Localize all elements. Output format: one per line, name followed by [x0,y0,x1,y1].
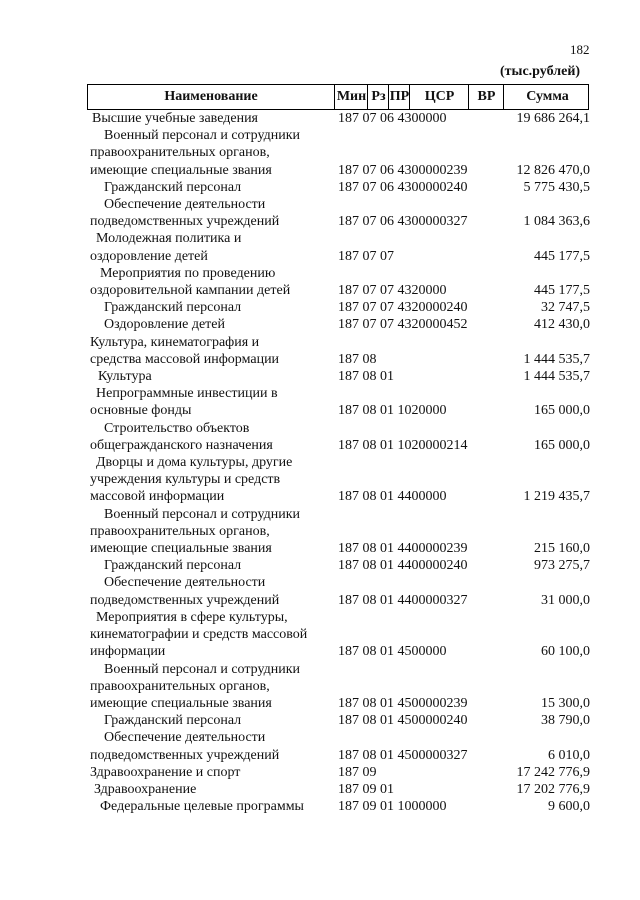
row-code: 187 09 01 [338,781,394,797]
row-code: 187 09 01 1000000 [338,799,447,815]
row-sum: 31 000,0 [541,592,590,608]
row-name-line: Федеральные целевые программы [100,799,304,815]
row-name-line: Культура [98,369,152,385]
row-name-line: Мероприятия по проведению [100,265,276,281]
table-row [0,764,640,781]
row-sum: 165 000,0 [534,437,590,453]
row-name-line: Непрограммные инвестиции в [96,386,278,402]
row-name [90,179,340,196]
row-name [90,764,340,781]
row-code: 187 07 06 4300000239 [338,162,468,178]
row-sum: 215 160,0 [534,541,590,557]
row-code: 187 08 01 4500000240 [338,713,468,729]
row-name [90,316,340,333]
row-code: 187 08 01 4400000240 [338,558,468,574]
row-name-line: Мероприятия в сфере культуры, [96,609,288,625]
table-row [0,557,640,574]
row-name [90,609,340,661]
row-name [90,299,340,316]
row-name [90,661,340,713]
row-name [90,368,340,385]
row-sum: 445 177,5 [534,248,590,264]
row-name-line: Строительство объектов [104,420,250,436]
row-sum: 973 275,7 [534,558,590,574]
table-row [0,334,640,368]
row-name [90,127,340,179]
row-code: 187 08 [338,351,377,367]
table-row [0,230,640,264]
row-sum: 17 242 776,9 [516,764,590,780]
table-row [0,798,640,815]
header-rz: Рз [367,85,389,109]
row-name-line: Обеспечение деятельности [104,197,266,213]
row-name [90,574,340,608]
header-name: Наименование [164,89,258,104]
row-name-line: учреждения культуры и средств [90,472,281,488]
row-name-line: правоохранительных органов, [90,145,270,161]
row-name-line: имеющие специальные звания [90,695,272,711]
row-name-line: оздоровительной кампании детей [90,283,291,299]
row-code: 187 08 01 4400000327 [338,592,468,608]
table-row [0,574,640,608]
row-name-line: Гражданский персонал [104,179,242,195]
row-sum: 15 300,0 [541,695,590,711]
row-code: 187 07 06 4300000240 [338,179,468,195]
row-sum: 1 084 363,6 [523,214,590,230]
row-name-line: правоохранительных органов, [90,523,270,539]
row-name [90,110,340,127]
table-row [0,661,640,713]
row-sum: 412 430,0 [534,317,590,333]
row-code: 187 08 01 1020000 [338,403,447,419]
table-row [0,368,640,385]
row-name [90,230,340,264]
row-name [90,557,340,574]
row-code: 187 07 06 4300000 [338,111,447,126]
row-name-line: подведомственных учреждений [90,214,280,230]
header-sum: Сумма [503,85,591,109]
table-row [0,506,640,558]
row-name-line: Молодежная политика и [96,231,242,247]
row-name [90,334,340,368]
table-row [0,316,640,333]
row-sum: 5 775 430,5 [523,179,590,195]
row-name-line: Гражданский персонал [104,558,242,574]
row-sum: 60 100,0 [541,644,590,660]
page-number: 182 [570,42,590,57]
row-name-line: Военный персонал и сотрудники [104,128,300,144]
header-csr: ЦСР [409,85,469,109]
table-row [0,712,640,729]
table-row [0,385,640,419]
row-name-line: имеющие специальные звания [90,162,272,178]
row-name [90,781,340,798]
row-sum: 17 202 776,9 [516,781,590,797]
row-code: 187 07 07 4320000240 [338,300,468,316]
row-name [90,265,340,299]
row-code: 187 08 01 4500000327 [338,747,468,763]
table-header [87,84,589,110]
row-name [90,798,340,815]
row-code: 187 08 01 1020000214 [338,437,468,453]
row-name [90,729,340,763]
header-min: Мин [334,85,368,109]
row-name-line: Военный персонал и сотрудники [104,661,300,677]
table-row [0,127,640,179]
table-row [0,179,640,196]
row-sum: 165 000,0 [534,403,590,419]
row-name-line: Оздоровление детей [104,317,225,333]
row-code: 187 08 01 4400000239 [338,541,468,557]
row-name-line: Военный персонал и сотрудники [104,506,300,522]
row-name [90,712,340,729]
row-sum: 32 747,5 [541,300,590,316]
row-name [90,196,340,230]
row-code: 187 09 [338,764,377,780]
row-name-line: Здравоохранение и спорт [90,764,241,780]
row-name-line: подведомственных учреждений [90,747,280,763]
row-sum: 6 010,0 [548,747,590,763]
row-code: 187 07 07 4320000 [338,283,447,299]
table-row [0,110,640,127]
row-name-line: Гражданский персонал [104,300,242,316]
row-sum: 1 444 535,7 [523,351,590,367]
units-label: (тыс.рублей) [500,64,581,79]
header-vr: ВР [468,85,504,109]
row-name-line: Дворцы и дома культуры, другие [96,455,293,471]
row-name [90,454,340,506]
row-code: 187 07 06 4300000327 [338,214,468,230]
budget-table-body [0,110,640,815]
row-name-line: информации [90,644,166,660]
row-name [90,385,340,419]
row-name-line: Обеспечение деятельности [104,575,266,591]
row-name-line: основные фонды [90,403,192,419]
row-code: 187 08 01 [338,369,394,385]
row-name-line: общегражданского назначения [90,437,273,453]
table-row [0,781,640,798]
row-code: 187 07 07 4320000452 [338,317,468,333]
row-code: 187 07 07 [338,248,394,264]
row-name [90,506,340,558]
row-sum: 38 790,0 [541,713,590,729]
row-sum: 445 177,5 [534,283,590,299]
row-name-line: имеющие специальные звания [90,541,272,557]
table-row [0,196,640,230]
table-row [0,454,640,506]
row-code: 187 08 01 4500000 [338,644,447,660]
row-name-line: Гражданский персонал [104,713,242,729]
row-sum: 1 219 435,7 [523,489,590,505]
table-row [0,299,640,316]
row-name-line: средства массовой информации [90,351,280,367]
row-name [90,420,340,454]
row-name-line: Культура, кинематография и [90,334,260,350]
header-pr: ПР [388,85,410,109]
table-row [0,729,640,763]
row-name-line: Здравоохранение [94,781,197,797]
row-name-line: оздоровление детей [90,248,208,264]
row-name-line: кинематографии и средств массовой [90,627,308,643]
row-sum: 12 826 470,0 [516,162,590,178]
row-name-line: Высшие учебные заведения [92,111,258,126]
row-code: 187 08 01 4400000 [338,489,447,505]
row-sum: 9 600,0 [548,799,590,815]
table-row [0,265,640,299]
table-row [0,420,640,454]
row-code: 187 08 01 4500000239 [338,695,468,711]
row-sum: 19 686 264,1 [516,111,590,126]
table-row [0,609,640,661]
row-name-line: Обеспечение деятельности [104,730,266,746]
row-name-line: правоохранительных органов, [90,678,270,694]
row-name-line: подведомственных учреждений [90,592,280,608]
row-sum: 1 444 535,7 [523,369,590,385]
row-name-line: массовой информации [90,489,225,505]
